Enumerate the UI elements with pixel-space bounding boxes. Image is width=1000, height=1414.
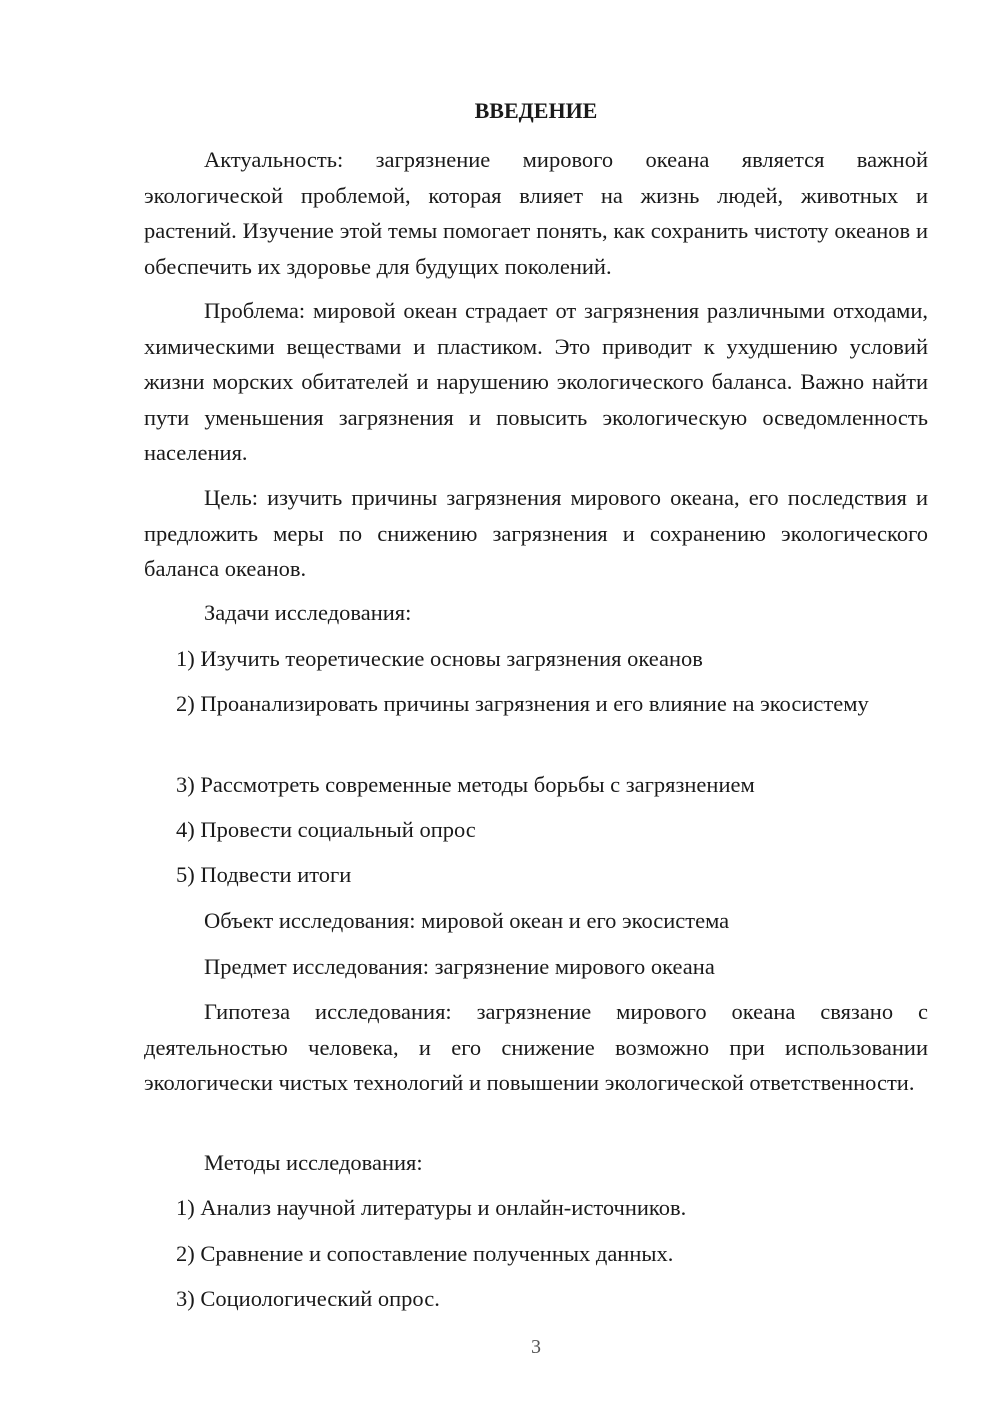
tasks-heading: Задачи исследования: bbox=[204, 600, 412, 625]
subject-line: Предмет исследования: загрязнение мирового океана bbox=[204, 954, 715, 979]
method-item-3: 3) Социологический опрос. bbox=[176, 1286, 440, 1311]
relevance-paragraph: Актуальность: загрязнение мирового океана является важной экологической проблемой, которая влияет на жизнь людей, животных и растений. Изучение этой темы помогает понять, как сохранить чистоту океанов и обеспечить их здоровье для будущих поколений. bbox=[144, 147, 928, 279]
task-item-4: 4) Провести социальный опрос bbox=[176, 817, 476, 842]
goal-paragraph: Цель: изучить причины загрязнения мирового океана, его последствия и предложить меры по снижению загрязнения и сохранению экологического баланса океанов. bbox=[144, 485, 928, 581]
task-item-2: 2) Проанализировать причины загрязнения и его влияние на экосистему bbox=[176, 691, 869, 716]
problem-paragraph: Проблема: мировой океан страдает от загрязнения различными отходами, химическими веществами и пластиком. Это приводит к ухудшению условий жизни морских обитателей и нарушению экологического баланса. Важно найти пути уменьшения загрязнения и повысить экологическую осведомленность населения. bbox=[144, 298, 928, 465]
task-item-3: 3) Рассмотреть современные методы борьбы с загрязнением bbox=[176, 772, 755, 797]
task-item-1: 1) Изучить теоретические основы загрязнения океанов bbox=[176, 646, 703, 671]
task-item-5: 5) Подвести итоги bbox=[176, 862, 352, 887]
hypothesis-paragraph: Гипотеза исследования: загрязнение мирового океана связано с деятельностью человека, и его снижение возможно при использовании экологически чистых технологий и повышении экологической ответственности. bbox=[144, 999, 928, 1095]
page-title: ВВЕДЕНИЕ bbox=[474, 98, 598, 123]
methods-heading: Методы исследования: bbox=[204, 1150, 423, 1175]
page-number: 3 bbox=[531, 1336, 541, 1358]
method-item-1: 1) Анализ научной литературы и онлайн-источников. bbox=[176, 1195, 687, 1220]
method-item-2: 2) Сравнение и сопоставление полученных данных. bbox=[176, 1241, 674, 1266]
object-line: Объект исследования: мировой океан и его экосистема bbox=[204, 908, 730, 933]
